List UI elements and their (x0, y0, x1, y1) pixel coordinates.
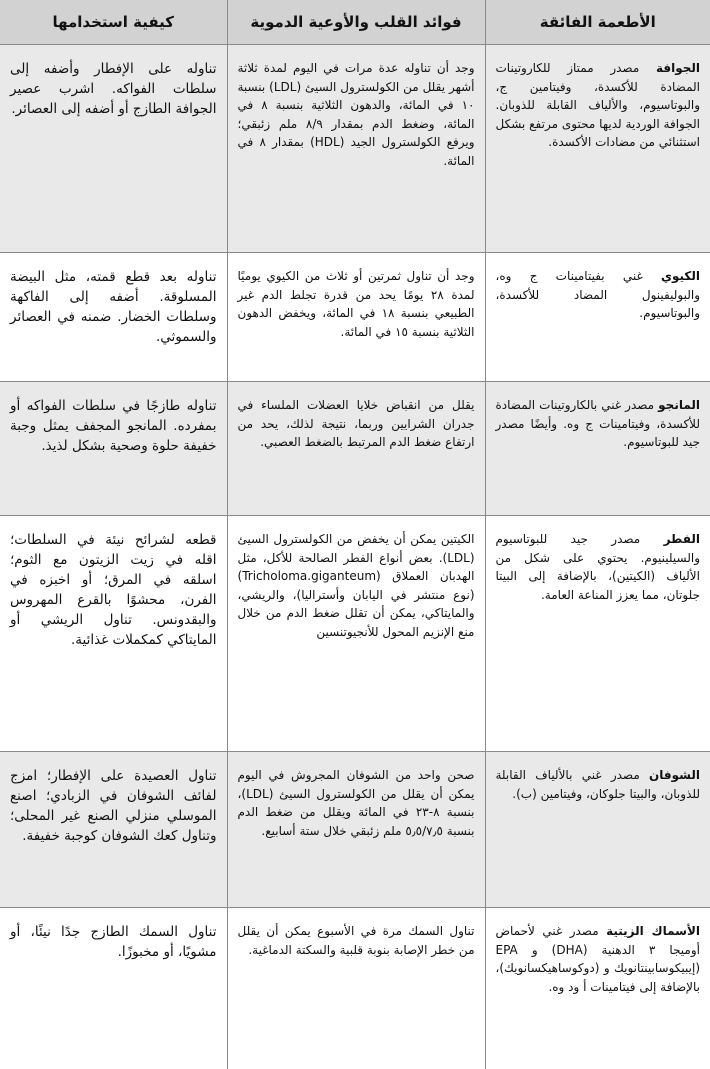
benefits-cell: صحن واحد من الشوفان المجروش في اليوم يمكن أن يقلل من الكولسترول السيئ (LDL)، بنسبة ٨-٢٣ في المائة ويقلل من ضغط الدم بنسبة ٥٫٥/٧٫٥ ملم زئبقي خلال ستة أسابيع. (227, 752, 485, 908)
food-cell (485, 516, 710, 752)
food-description: مصدر جيد للبوتاسيوم والسيلينيوم. يحتوي على شكل من الألياف (الكيتين)، بالإضافة إلى البيتا جلوتان، مما يعزز المناعة العامة. (495, 532, 700, 602)
food-cell (485, 45, 710, 253)
usage-cell: قطعه لشرائح نيئة في السلطات؛ اقله في زيت الزيتون مع الثوم؛ اسلقه في المرق؛ أو اخبزه في الفرن، محشوًا بالقرع المهروس والبقدونس. تناول الريشي أو المايتاكي كمكملات غذائية. (0, 516, 227, 752)
food-description: مصدر غني بالكاروتينات المضادة للأكسدة، وفيتامينات ج وه. وأيضًا مصدر جيد للبوتاسيوم. (495, 398, 700, 449)
header-foods: الأطعمة الفائقة (485, 0, 710, 45)
table-row (0, 516, 710, 752)
food-cell (485, 382, 710, 516)
table-row (0, 382, 710, 516)
usage-cell: تناول العصيدة على الإفطار؛ امزج لفائف الشوفان في الزبادي؛ اصنع الموسلي منزلي الصنع غير المحلى؛ وتناول كعك الشوفان كوجبة خفيفة. (0, 752, 227, 908)
food-description: مصدر غني بالألياف القابلة للذوبان، والبيتا جلوكان، وفيتامين (ب). (495, 768, 700, 801)
table-row (0, 752, 710, 908)
food-name: الشوفان (649, 768, 700, 782)
table-row (0, 908, 710, 1069)
benefits-cell: وجد أن تناول ثمرتين أو ثلاث من الكيوي يوميًا لمدة ٢٨ يومًا يحد من قدرة تجلط الدم غير الطبيعي بنسبة ١٨ في المائة، ويخفض الدهون الثلاثية بنسبة ١٥ في المائة. (227, 253, 485, 382)
food-name: الجوافة (655, 61, 700, 75)
header-how-to-use: كيفية استخدامها (0, 0, 227, 45)
food-name: الكيوي (660, 269, 700, 283)
food-description: مصدر ممتاز للكاروتينات المضادة للأكسدة، وفيتامين ج، والبوتاسيوم، والألياف القابلة للذوبان. الجوافة الوردية لديها محتوى مرتفع بشكل استثنائي من مضادات الأكسدة. (495, 61, 700, 149)
header-heart-benefits: فوائد القلب والأوعية الدموية (227, 0, 485, 45)
table-header-row (0, 0, 710, 45)
food-cell (485, 253, 710, 382)
food-name: الأسماك الزيتية (606, 924, 700, 938)
food-description: غني بفيتامينات ج وه، والبوليفينول المضاد للأكسدة، والبوتاسيوم. (495, 269, 700, 320)
food-cell (485, 752, 710, 908)
benefits-cell: يقلل من انقباض خلايا العضلات الملساء في جدران الشرايين وربما، نتيجة لذلك، يحد من ارتفاع ضغط الدم المرتبط بالضغط العصبي. (227, 382, 485, 516)
usage-cell: تناوله على الإفطار وأضفه إلى سلطات الفواكه. اشرب عصير الجوافة الطازج أو أضفه إلى العصائر. (0, 45, 227, 253)
benefits-cell: وجد أن تناوله عدة مرات في اليوم لمدة ثلاثة أشهر يقلل من الكولسترول السيئ (LDL) بنسبة ١٠ في المائة، والدهون الثلاثية بنسبة ٨ في المائة، وضغط الدم بمقدار ٨/٩ ملم زئبقي؛ ويرفع الكولسترول الجيد (HDL) بمقدار ٨ في المائة. (227, 45, 485, 253)
table-row (0, 45, 710, 253)
benefits-cell: الكيتين يمكن أن يخفض من الكولسترول السيئ (LDL). بعض أنواع الفطر الصالحة للأكل، مثل الهدبان العملاق (Tricholoma.giganteum) (نوع منتشر في اليابان وأستراليا)، والريشي، والمايتاكي، يمكن أن تقلل ضغط الدم من خلال منع الإنزيم المحول للأنجيوتنسين (227, 516, 485, 752)
food-cell (485, 908, 710, 1069)
usage-cell: تناول السمك الطازج جدًا نيئًا، أو مشويًا، أو مخبوزًا. (0, 908, 227, 1069)
usage-cell: تناوله بعد قطع قمته، مثل البيضة المسلوقة. أضفه إلى الفاكهة وسلطات الخضار. ضمنه في العصائر والسموثي. (0, 253, 227, 382)
food-name: الفطر (663, 532, 700, 546)
food-name: المانجو (658, 398, 700, 412)
benefits-cell: تناول السمك مرة في الأسبوع يمكن أن يقلل من خطر الإصابة بنوبة قلبية والسكتة الدماغية. (227, 908, 485, 1069)
food-description: مصدر غني لأحماض أوميجا ٣ الدهنية (DHA) و EPA (إيبيكوسابينتانويك و (دوكوساهيكسانويك)، بالإضافة إلى فيتامينات أ ود وه. (495, 924, 700, 994)
usage-cell: تناوله طازجًا في سلطات الفواكه أو بمفرده. المانجو المجفف يمثل وجبة خفيفة حلوة وصحية بشكل لذيذ. (0, 382, 227, 516)
table-row (0, 253, 710, 382)
